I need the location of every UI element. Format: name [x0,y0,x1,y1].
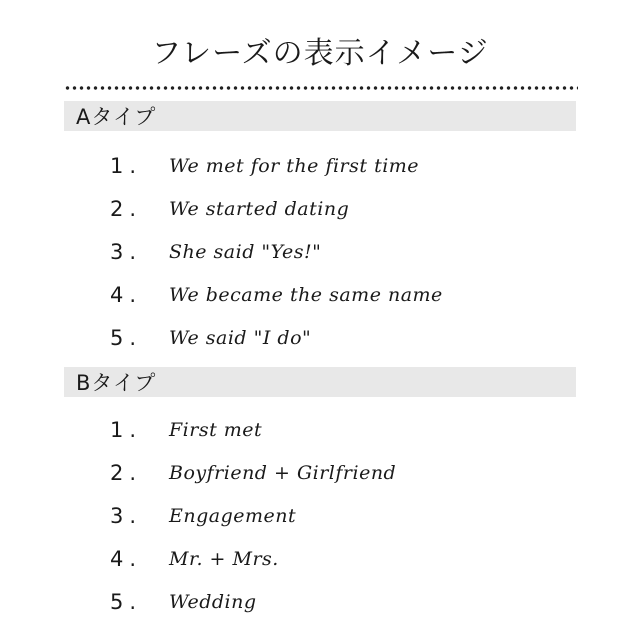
phrase-number: 2. [110,460,143,485]
section-header: Bタイプ [64,367,576,397]
phrase-item [64,494,576,537]
phrase-number: 4. [110,546,143,571]
page-title: フレーズの表示イメージ [151,36,489,71]
phrase-text: Wedding [169,590,257,613]
phrase-number: 4. [110,282,143,307]
phrase-text: First met [169,418,263,441]
phrase-number: 5. [110,325,143,350]
phrase-text: We became the same name [169,283,443,306]
phrase-text: We met for the first time [169,154,420,177]
phrase-item [64,408,576,451]
phrase-item [64,537,576,580]
phrase-item [64,451,576,494]
phrase-list [64,408,576,623]
phrase-number: 3. [110,239,143,264]
phrase-item [64,230,576,273]
phrase-text: She said "Yes!" [169,240,322,263]
phrase-number: 1. [110,153,143,178]
phrase-list [64,144,576,359]
section-a-type [64,101,576,359]
phrase-item [64,580,576,623]
phrase-item [64,316,576,359]
phrase-number: 1. [110,417,143,442]
phrase-text: Engagement [169,504,297,527]
section-header: Aタイプ [64,101,576,131]
dotted-divider [64,85,578,91]
phrase-text: Boyfriend + Girlfriend [169,461,397,484]
phrase-number: 3. [110,503,143,528]
phrase-item [64,187,576,230]
section-b-type [64,367,576,623]
phrase-text: Mr. + Mrs. [169,547,279,570]
phrase-text: We said "I do" [169,326,312,349]
phrase-item [64,144,576,187]
phrase-text: We started dating [169,197,350,220]
phrase-item [64,273,576,316]
phrase-number: 2. [110,196,143,221]
phrase-number: 5. [110,589,143,614]
